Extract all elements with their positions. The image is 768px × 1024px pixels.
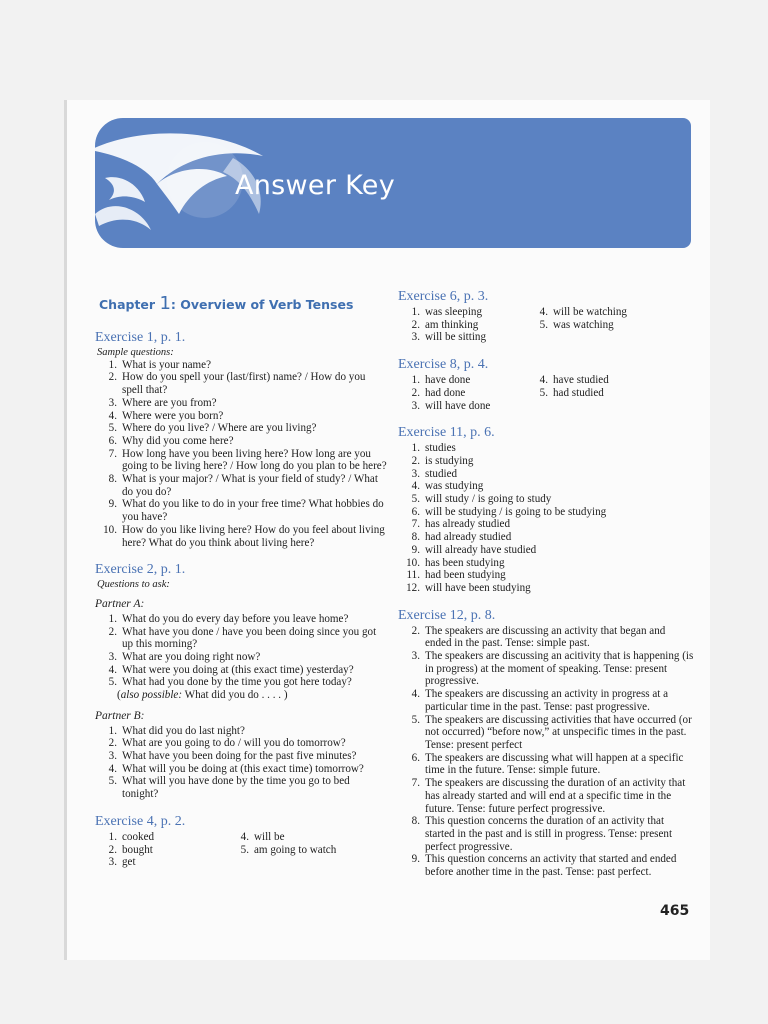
answer-item xyxy=(398,400,526,413)
item-text: has been studying xyxy=(425,556,505,569)
item-text: had done xyxy=(425,386,466,399)
item-text: will be sitting xyxy=(425,331,487,344)
item-number: 7. xyxy=(411,777,420,790)
answer-item xyxy=(95,359,387,372)
item-text: will already have studied xyxy=(425,543,537,556)
item-text: What do you do every day before you leave home? xyxy=(122,612,349,625)
item-number: 7. xyxy=(108,447,117,460)
exercise-11 xyxy=(398,425,694,594)
answer-item xyxy=(95,651,387,664)
exercise-heading: Exercise 8, p. 4. xyxy=(398,357,489,373)
item-number: 5. xyxy=(411,713,420,726)
answer-item xyxy=(398,569,694,582)
left-column xyxy=(95,293,387,869)
answer-list xyxy=(398,625,694,879)
answer-item xyxy=(526,374,654,387)
answer-item xyxy=(398,374,526,387)
page-edge xyxy=(64,100,67,960)
item-number: 4. xyxy=(411,480,420,493)
item-number: 4. xyxy=(240,830,249,843)
answer-key-banner xyxy=(95,118,691,248)
item-number: 1. xyxy=(108,724,117,737)
answer-item xyxy=(398,518,694,531)
answer-item xyxy=(398,331,526,344)
item-number: 8. xyxy=(108,473,117,486)
answer-item xyxy=(398,752,694,777)
item-number: 2. xyxy=(108,737,117,750)
exercise-heading: Exercise 2, p. 1. xyxy=(95,562,186,578)
item-text: cooked xyxy=(122,830,155,843)
answer-item xyxy=(95,775,387,800)
item-text: How do you like living here? How do you feel about living here? What do you think about living here? xyxy=(122,523,385,549)
item-number: 8. xyxy=(411,531,420,544)
item-text: get xyxy=(122,856,136,869)
item-text: studied xyxy=(425,467,458,480)
answer-item xyxy=(95,725,387,738)
item-number: 2. xyxy=(411,318,420,331)
answer-item xyxy=(95,410,387,423)
item-text: How long have you been living here? How long are you going to be living here? / How long do you plan to be here? xyxy=(122,447,387,473)
item-text: What do you like to do in your free time? What hobbies do you have? xyxy=(122,498,384,524)
exercise-2 xyxy=(95,562,387,801)
item-text: How do you spell your (last/first) name? / How do you spell that? xyxy=(122,371,366,397)
item-number: 3. xyxy=(108,651,117,664)
item-number: 3. xyxy=(108,749,117,762)
answer-item xyxy=(95,676,387,689)
answer-item xyxy=(398,650,694,688)
exercise-heading: Exercise 11, p. 6. xyxy=(398,425,495,441)
item-text: will have been studying xyxy=(425,581,531,594)
item-number: 5. xyxy=(108,676,117,689)
item-number: 5. xyxy=(411,493,420,506)
answer-item xyxy=(526,387,654,400)
item-text: What did you do last night? xyxy=(122,724,245,737)
answer-item xyxy=(398,582,694,595)
answer-item xyxy=(95,371,387,396)
answer-item xyxy=(95,422,387,435)
answer-item xyxy=(398,531,694,544)
answer-item xyxy=(398,625,694,650)
item-number: 1. xyxy=(108,358,117,371)
item-text: The speakers are discussing activities that have occurred (or not occurred) “before now,” at unspecific times in the past. Tense: present perfect xyxy=(425,713,692,751)
item-text: will be studying / is going to be studying xyxy=(425,505,607,518)
chapter-heading: Chapter 1: Overview of Verb Tenses xyxy=(99,293,354,314)
item-number: 4. xyxy=(108,409,117,422)
answer-key-title: Answer Key xyxy=(235,170,395,201)
item-number: 4. xyxy=(539,374,548,387)
item-text: What were you doing at (this exact time) yesterday? xyxy=(122,663,354,676)
item-number: 10. xyxy=(103,523,117,536)
item-number: 2. xyxy=(411,454,420,467)
item-number: 3. xyxy=(108,396,117,409)
answer-item xyxy=(398,455,694,468)
item-text: is studying xyxy=(425,454,474,467)
item-number: 2. xyxy=(411,624,420,637)
item-number: 5. xyxy=(108,422,117,435)
answer-item xyxy=(95,844,227,857)
item-number: 6. xyxy=(108,434,117,447)
item-number: 2. xyxy=(108,371,117,384)
item-number: 4. xyxy=(108,762,117,775)
answer-item xyxy=(95,664,387,677)
answer-item xyxy=(398,544,694,557)
item-text: am going to watch xyxy=(254,843,337,856)
answer-item xyxy=(398,468,694,481)
item-number: 1. xyxy=(108,612,117,625)
answer-item xyxy=(95,750,387,763)
answer-item xyxy=(398,493,694,506)
item-number: 1. xyxy=(411,306,420,318)
item-text: What will you be doing at (this exact time) tomorrow? xyxy=(122,762,364,775)
item-number: 9. xyxy=(411,543,420,556)
answer-list xyxy=(398,374,526,412)
item-number: 9. xyxy=(411,853,420,866)
answer-list xyxy=(95,359,387,550)
answer-item xyxy=(398,714,694,752)
item-number: 3. xyxy=(411,331,420,344)
item-number: 8. xyxy=(411,815,420,828)
item-text: The speakers are discussing an acitivity that is happening (is in progress) at the moment of speaking. Tense: present progressive. xyxy=(425,650,694,688)
answer-item xyxy=(398,506,694,519)
item-number: 1. xyxy=(108,830,117,843)
answer-item xyxy=(95,763,387,776)
item-number: 9. xyxy=(108,498,117,511)
item-text: will have done xyxy=(425,399,491,412)
item-text: What will you have done by the time you go to bed tonight? xyxy=(122,775,350,801)
item-number: 5. xyxy=(240,843,249,856)
item-number: 4. xyxy=(539,306,548,318)
exercise-heading: Exercise 12, p. 8. xyxy=(398,607,496,623)
answer-list xyxy=(526,306,654,344)
item-number: 3. xyxy=(411,467,420,480)
answer-list xyxy=(398,442,694,594)
item-text: will be watching xyxy=(553,306,627,318)
also-possible-note: (also possible: What did you do . . . . ) xyxy=(117,689,288,702)
item-text: bought xyxy=(122,843,153,856)
answer-item xyxy=(398,853,694,878)
item-text: What is your name? xyxy=(122,358,212,371)
answer-list xyxy=(95,831,227,869)
answer-list xyxy=(398,306,526,344)
item-number: 5. xyxy=(539,318,548,331)
item-text: What had you done by the time you got here today? xyxy=(122,676,352,689)
partner-b-label: Partner B: xyxy=(95,709,145,722)
item-text: will study / is going to study xyxy=(425,493,552,506)
answer-item xyxy=(398,387,526,400)
partner-a-label: Partner A: xyxy=(95,598,145,611)
item-number: 11. xyxy=(406,569,420,582)
item-text: The speakers are discussing what will happen at a specific time in the future. Tense: simple future. xyxy=(425,751,684,777)
right-column xyxy=(398,289,694,879)
exercise-heading: Exercise 6, p. 3. xyxy=(398,289,489,304)
item-number: 4. xyxy=(108,663,117,676)
item-text: Why did you come here? xyxy=(122,434,234,447)
item-number: 6. xyxy=(411,505,420,518)
answer-item xyxy=(95,498,387,523)
answer-list xyxy=(526,374,654,412)
answer-item xyxy=(398,777,694,815)
answer-item xyxy=(95,448,387,473)
exercise-8 xyxy=(398,357,694,412)
answer-item xyxy=(95,435,387,448)
item-number: 3. xyxy=(411,650,420,663)
item-number: 4. xyxy=(411,688,420,701)
item-number: 5. xyxy=(539,386,548,399)
item-number: 12. xyxy=(406,581,420,594)
answer-item xyxy=(398,306,526,319)
answer-item xyxy=(398,442,694,455)
answer-item xyxy=(398,815,694,853)
item-text: Where were you born? xyxy=(122,409,224,422)
answer-item xyxy=(95,473,387,498)
answer-item xyxy=(227,844,367,857)
answer-list xyxy=(95,613,387,689)
answer-item xyxy=(398,480,694,493)
item-text: Where do you live? / Where are you living? xyxy=(122,422,317,435)
item-text: studies xyxy=(425,442,456,455)
item-number: 1. xyxy=(411,442,420,455)
answer-item xyxy=(95,737,387,750)
exercise-subheading: Questions to ask: xyxy=(97,579,170,591)
item-text: The speakers are discussing the duration of an activity that has already started and will end at a specific time in the future. Tense: future perfect progressive. xyxy=(425,777,686,815)
answer-list xyxy=(227,831,367,869)
exercise-4 xyxy=(95,814,387,869)
item-text: What are you doing right now? xyxy=(122,651,261,664)
item-text: What are you going to do / will you do tomorrow? xyxy=(122,737,346,750)
item-number: 7. xyxy=(411,518,420,531)
item-text: This question concerns the duration of an activity that started in the past and is still in progress. Tense: present perfect progressive. xyxy=(425,815,673,853)
answer-item xyxy=(526,306,654,319)
item-number: 3. xyxy=(411,399,420,412)
item-text: Where are you from? xyxy=(122,396,217,409)
item-text: was studying xyxy=(425,480,484,493)
item-text: What have you done / have you been doing since you got up this morning? xyxy=(122,625,377,651)
answer-item xyxy=(95,397,387,410)
item-text: had studied xyxy=(553,386,604,399)
item-number: 5. xyxy=(108,775,117,788)
item-text: had already studied xyxy=(425,531,512,544)
item-text: The speakers are discussing an activity that began and ended in the past. Tense: simple past. xyxy=(425,624,666,650)
exercise-subheading: Sample questions: xyxy=(97,346,174,358)
item-number: 2. xyxy=(108,625,117,638)
answer-item xyxy=(227,831,367,844)
answer-item xyxy=(95,856,227,869)
item-text: What have you been doing for the past five minutes? xyxy=(122,749,357,762)
item-text: What is your major? / What is your field of study? / What do you do? xyxy=(122,473,378,498)
exercise-heading: Exercise 4, p. 2. xyxy=(95,813,186,829)
answer-item xyxy=(95,626,387,651)
item-number: 3. xyxy=(108,856,117,869)
page-number: 465 xyxy=(660,903,690,919)
item-text: was watching xyxy=(553,318,614,331)
item-text: The speakers are discussing an activity in progress at a particular time in the past. Tense: past progressive. xyxy=(425,688,669,713)
item-number: 2. xyxy=(108,843,117,856)
item-text: This question concerns an activity that started and ended before another time in the past. Tense: past perfect. xyxy=(425,853,677,879)
item-text: has already studied xyxy=(425,518,511,531)
item-text: have done xyxy=(425,374,471,387)
item-text: will be xyxy=(254,830,285,843)
exercise-1 xyxy=(95,330,387,550)
answer-item xyxy=(398,688,694,713)
item-number: 10. xyxy=(406,556,420,569)
item-text: was sleeping xyxy=(425,306,482,318)
exercise-heading: Exercise 1, p. 1. xyxy=(95,329,186,345)
item-text: have studied xyxy=(553,374,609,387)
exercise-6 xyxy=(398,289,694,344)
answer-item xyxy=(95,524,387,549)
answer-item xyxy=(398,557,694,570)
answer-item xyxy=(526,319,654,332)
item-number: 6. xyxy=(411,751,420,764)
answer-item xyxy=(95,831,227,844)
answer-item xyxy=(398,319,526,332)
item-number: 1. xyxy=(411,374,420,387)
exercise-12 xyxy=(398,608,694,879)
item-number: 2. xyxy=(411,386,420,399)
answer-item xyxy=(95,613,387,626)
item-text: am thinking xyxy=(425,318,479,331)
item-text: had been studying xyxy=(425,569,506,582)
answer-list xyxy=(95,725,387,801)
